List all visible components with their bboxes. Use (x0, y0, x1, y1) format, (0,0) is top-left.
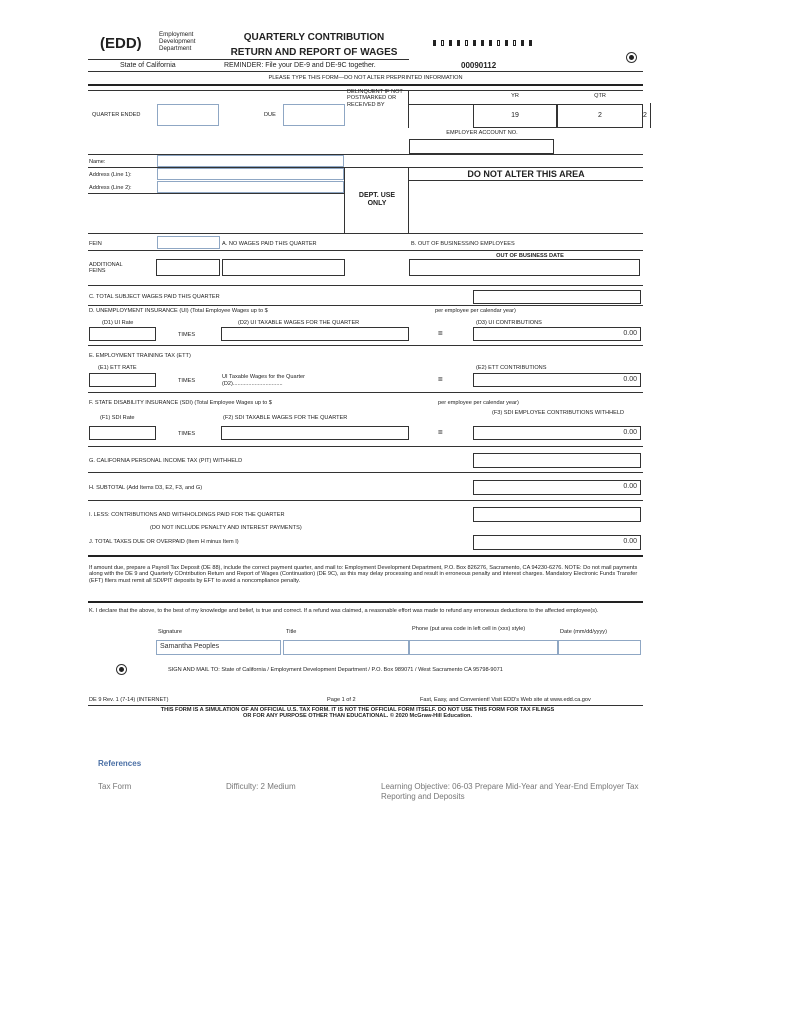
h-label: H. SUBTOTAL (Add Items D3, E2, F3, and G) (89, 485, 203, 491)
d-times: TIMES (178, 332, 196, 338)
edd-logo: (EDD) (100, 35, 142, 52)
quarter-ended-label: QUARTER ENDED (92, 112, 141, 118)
f1-label: (F1) SDI Rate (100, 415, 135, 421)
f-label: F. STATE DISABILITY INSURANCE (SDI) (Total Employee Wages up to $ (89, 400, 272, 406)
i-input[interactable] (473, 507, 641, 522)
page-number: Page 1 of 2 (327, 697, 356, 703)
f-equals: = (438, 428, 443, 437)
f2-input[interactable] (221, 426, 409, 440)
e-d2: (D2)................................ (222, 381, 283, 387)
d2-input[interactable] (221, 327, 409, 341)
phone-input[interactable] (409, 640, 558, 655)
d-label: D. UNEMPLOYMENT INSURANCE (UI) (Total Employee Wages up to $ (89, 308, 268, 314)
web-notice: Fast, Easy, and Convenient! Visit EDD's Web site at www.edd.ca.gov (420, 697, 591, 703)
address-line1-input[interactable] (157, 168, 344, 180)
title-line-1: QUARTERLY CONTRIBUTION (243, 32, 385, 43)
declaration-text: K. I declare that the above, to the best of my knowledge and belief, is true and correct. If a refund was claimed, a reasonable effort was made to refund any erroneous deductions to the affected employee(s). (89, 608, 599, 614)
form-number: 00090112 (461, 61, 497, 70)
d1-input[interactable] (89, 327, 156, 341)
f-times: TIMES (178, 431, 196, 437)
dept-line-3: Department (159, 45, 192, 53)
title-input[interactable] (283, 640, 409, 655)
e2-input[interactable]: 0.00 (473, 373, 641, 387)
no-wages-label: A. NO WAGES PAID THIS QUARTER (222, 241, 317, 247)
form-revision: DE 9 Rev. 1 (7-14) (INTERNET) (89, 697, 169, 703)
c-label: C. TOTAL SUBJECT WAGES PAID THIS QUARTER (89, 294, 220, 300)
barcode-marks (433, 40, 532, 46)
e1-label: (E1) ETT RATE (98, 365, 137, 371)
phone-label: Phone (put area code in left cell in (xxx) style) (412, 626, 526, 632)
i-note: (DO NOT INCLUDE PENALTY AND INTEREST PAYMENTS) (150, 525, 302, 531)
qtr-extra: 2 (643, 112, 647, 119)
d2-label: (D2) UI TAXABLE WAGES FOR THE QUARTER (238, 320, 360, 326)
fein-label: FEIN (89, 241, 102, 247)
date-input[interactable] (558, 640, 641, 655)
reference-tag: Tax Form (98, 782, 132, 791)
simulation-disclaimer: THIS FORM IS A SIMULATION OF AN OFFICIAL U.S. TAX FORM. IT IS NOT THE OFFICIAL FORM ITSELF. DO NOT USE THIS FORM FOR TAX FILINGS OR FOR ANY PURPOSE OTHER THAN EDUCATIONAL. © 2020 McGraw-Hill Education. (160, 707, 555, 720)
out-of-business-date-label: OUT OF BUSINESS DATE (496, 253, 564, 259)
signature-input[interactable]: Samantha Peoples (156, 640, 281, 655)
e-ui-taxable: UI Taxable Wages for the Quarter (222, 374, 306, 380)
yr-label: YR (511, 93, 519, 99)
reminder-text: REMINDER: File your DE-9 and DE-9C together. (224, 62, 376, 69)
i-label: I. LESS: CONTRIBUTIONS AND WITHHOLDINGS PAID FOR THE QUARTER (89, 512, 285, 518)
difficulty: Difficulty: 2 Medium (226, 782, 296, 791)
state-label: State of California (120, 62, 176, 69)
dept-name (159, 31, 209, 52)
c-input[interactable] (473, 290, 641, 304)
dept-line-2: Development (159, 38, 196, 46)
d3-label: (D3) UI CONTRIBUTIONS (476, 320, 542, 326)
references-heading: References (98, 759, 142, 768)
type-notice: PLEASE TYPE THIS FORM—DO NOT ALTER PREPRINTED INFORMATION (268, 75, 463, 81)
form-title (218, 30, 410, 60)
delinquent-label: DELINQUENT IF NOT POSTMARKED OR RECEIVED BY (347, 89, 403, 108)
f-per-employee: per employee per calendar year) (438, 400, 519, 406)
d-equals: = (438, 329, 443, 338)
f3-label: (F3) SDI EMPLOYEE CONTRIBUTIONS WITHHELD (491, 410, 625, 416)
qtr-label: QTR (594, 93, 606, 99)
title-line-2: RETURN AND REPORT OF WAGES (230, 47, 398, 58)
j-input[interactable]: 0.00 (473, 535, 641, 550)
payment-notice: If amount due, prepare a Payroll Tax Deposit (DE 88), include the correct payment quarter, and mail to: Employment Development Department, P.O. Box 826276, Sacramento, CA 94230-6276. NOTE: Do not mail payments along with the DE 9 and Quarterly COntribution Return and Report of Wages (Continuation) (DE 9C), as this may delay processing and result in erroneous penalty and interest charges. Mandatory Electronic Funds Transfer (EFT) filers must remit all SDI/PIT deposits by EFT to avoid a noncompliance penalty. (89, 565, 638, 584)
date-label: Date (mm/dd/yyyy) (560, 629, 607, 635)
mail-to-text: SIGN AND MAIL TO: State of California / Employment Development Department / P.O. Box 989071 / West Sacramento CA 95798-9071 (168, 667, 503, 673)
header-radio[interactable] (626, 52, 637, 63)
f2-label: (F2) SDI TAXABLE WAGES FOR THE QUARTER (223, 415, 348, 421)
out-of-business-label: B. OUT OF BUSINESS/NO EMPLOYEES (411, 241, 515, 247)
e2-label: (E2) ETT CONTRIBUTIONS (476, 365, 547, 371)
e-equals: = (438, 375, 443, 384)
title-label: Title (286, 629, 297, 635)
learning-objective: Learning Objective: 06-03 Prepare Mid-Year and Year-End Employer Tax Reporting and Deposits (381, 782, 639, 801)
additional-feins-label: ADDITIONAL FEINS (89, 262, 123, 275)
name-label: Name: (89, 159, 106, 165)
j-label: J. TOTAL TAXES DUE OR OVERPAID (Item H minus Item I) (89, 539, 239, 545)
g-label: G. CALIFORNIA PERSONAL INCOME TAX (PIT) WITHHELD (89, 458, 243, 464)
additional-feins-input-2[interactable] (222, 259, 345, 276)
qtr-value: 2 (598, 112, 602, 119)
due-label: DUE (264, 112, 276, 118)
signature-label: Signature (158, 629, 182, 635)
sign-radio[interactable] (116, 664, 127, 675)
additional-feins-input[interactable] (156, 259, 220, 276)
out-of-business-date-input[interactable] (409, 259, 640, 276)
address-line2-input[interactable] (157, 181, 344, 193)
address-line1-label: Address (Line 1): (89, 172, 132, 178)
quarter-ended-input[interactable] (157, 104, 219, 126)
f1-input[interactable] (89, 426, 156, 440)
dept-use-only: DEPT. USE ONLY (358, 192, 396, 208)
address-line2-label: Address (Line 2): (89, 185, 132, 191)
e-times: TIMES (178, 378, 196, 384)
employer-account-input[interactable] (409, 139, 554, 154)
due-input[interactable] (283, 104, 345, 126)
dept-line-1: Employment (159, 31, 194, 38)
e1-input[interactable] (89, 373, 156, 387)
d3-input[interactable]: 0.00 (473, 327, 641, 341)
yr-value: 19 (511, 112, 519, 119)
e-label: E. EMPLOYMENT TRAINING TAX (ETT) (89, 353, 191, 359)
f3-input[interactable]: 0.00 (473, 426, 641, 440)
fein-input[interactable] (157, 236, 220, 249)
d-per-employee: per employee per calendar year) (435, 308, 516, 314)
do-not-alter-area: DO NOT ALTER THIS AREA (467, 169, 585, 179)
g-input[interactable] (473, 453, 641, 468)
h-input[interactable]: 0.00 (473, 480, 641, 495)
employer-account-label: EMPLOYER ACCOUNT NO. (446, 130, 518, 136)
d1-label: (D1) UI Rate (102, 320, 134, 326)
name-input[interactable] (157, 155, 344, 167)
